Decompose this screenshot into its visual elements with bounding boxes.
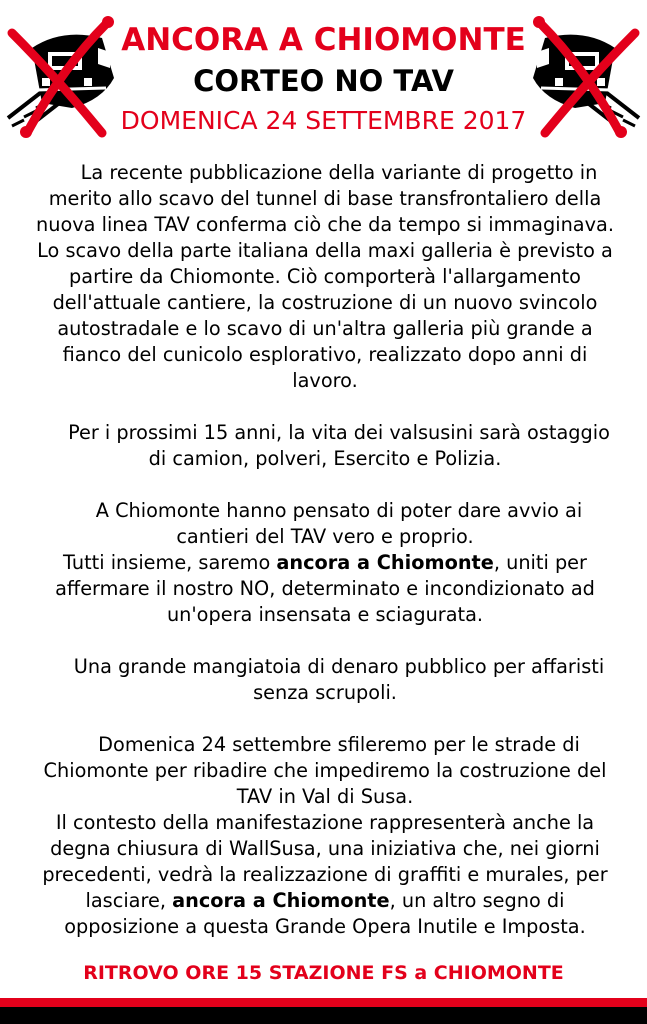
paragraph-15-anni: Per i prossimi 15 anni, la vita dei valsusini sarà ostaggio di camion, polveri, Esercito e Polizia. [68,421,610,470]
paragraph-variante: La recente pubblicazione della variante di progetto in merito allo scavo del tunnel di base transfrontaliero della nuova linea TAV conferma ciò che da tempo si immaginava. Lo scavo della parte italiana della maxi galleria è previsto a partire da Chiomonte. Ciò comporterà l'allargamento dell'attuale cantiere, la costruzione di un nuovo svincolo autostradale e lo scavo di un'altra galleria più grande a fianco del cunicolo esplorativo, realizzato dopo anni di lavoro. [36,161,614,392]
paragraph-mangiatoia: Una grande mangiatoia di denaro pubblico per affaristi senza scrupoli. [73,655,605,704]
text-span: Tutti insieme, saremo [63,551,277,574]
title-line-2: CORTEO NO TAV [193,64,454,98]
meeting-point: RITROVO ORE 15 STAZIONE FS a CHIOMONTE [83,962,564,984]
bold-chiomonte: ancora a Chiomonte [276,551,494,574]
event-date: DOMENICA 24 SETTEMBRE 2017 [120,106,527,135]
title-line-1: ANCORA A CHIOMONTE [121,22,526,58]
paragraph-tutti-insieme [30,550,620,628]
paragraph-cantieri: A Chiomonte hanno pensato di poter dare avvio ai cantieri del TAV vero e proprio. [95,499,583,548]
bold-chiomonte: ancora a Chiomonte [172,889,390,912]
text-span: , un altro segno di opposizione a questa Grande Opera Inutile e Imposta. [64,889,586,938]
paragraph-domenica: Domenica 24 settembre sfileremo per le strade di Chiomonte per ribadire che impediremo la costruzione del TAV in Val di Susa. [43,733,607,808]
paragraph-wallsusa [30,810,620,940]
footer-red-bar [0,998,647,1007]
poster-header [0,0,647,150]
footer-black-bar [0,1007,647,1024]
text-span: , uniti per affermare il nostro NO, determinato e incondizionato ad un'opera insensata e sciagurata. [55,551,595,626]
poster-body [30,160,620,940]
text-span: Il contesto della manifestazione rappresenterà anche la degna chiusura di WallSusa, una iniziativa che, nei giorni precedenti, vedrà la realizzazione di graffiti e murales, per lasciare, [42,811,608,912]
